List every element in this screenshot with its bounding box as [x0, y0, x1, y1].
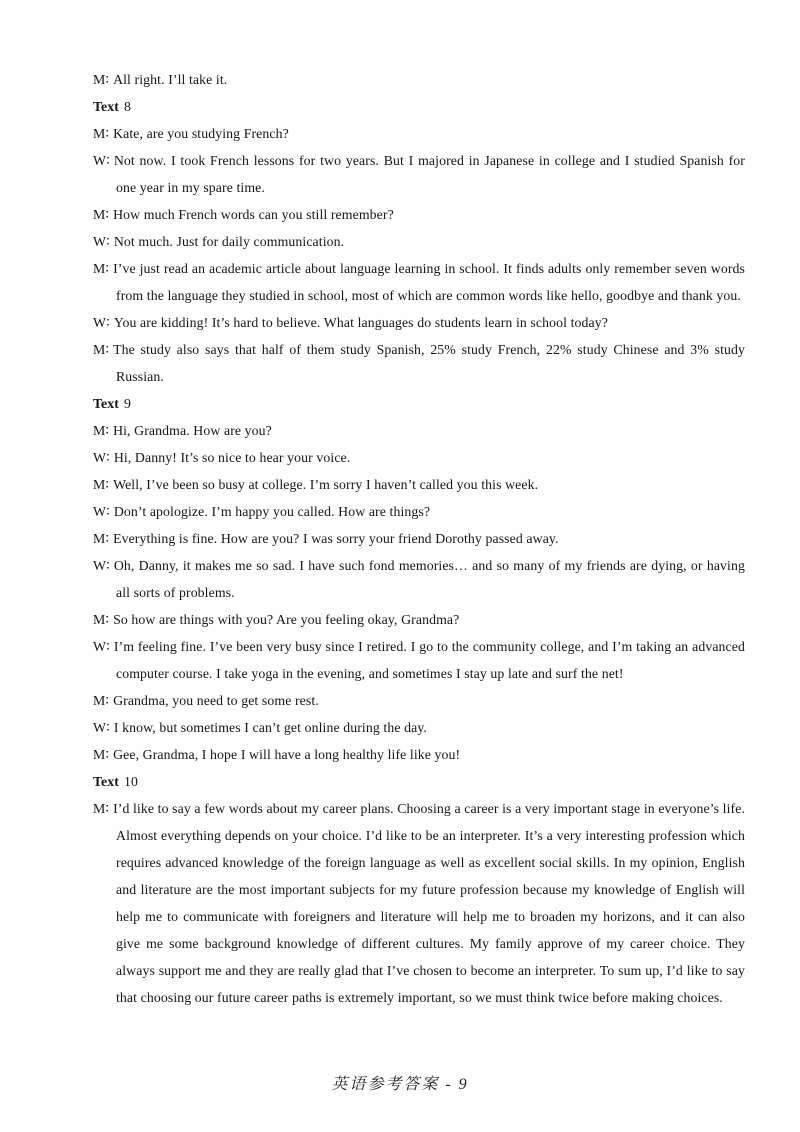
dialog-text: The study also says that half of them study Spanish, 25% study French, 22% study Chinese and 3% study Russian.	[113, 342, 745, 384]
dialog-text: I’ve just read an academic article about language learning in school. It finds adults only remember seven words from the language they studied in school, most of which are common words like hello, goodbye and thank you.	[113, 261, 745, 303]
section-heading-number: 9	[123, 396, 131, 411]
dialog-text: Gee, Grandma, I hope I will have a long healthy life like you!	[113, 747, 461, 762]
dialog-line	[93, 417, 745, 444]
dialog-line	[93, 606, 745, 633]
dialog-line	[93, 525, 745, 552]
dialog-text: Don’t apologize. I’m happy you called. How are things?	[113, 504, 431, 519]
dialog-text: Kate, are you studying French?	[113, 126, 289, 141]
speaker-label: M∶	[93, 207, 110, 222]
dialog-line	[93, 714, 745, 741]
dialog-text: Hi, Grandma. How are you?	[113, 423, 272, 438]
speaker-label: M∶	[93, 531, 110, 546]
speaker-label: M∶	[93, 612, 110, 627]
speaker-label: W∶	[93, 315, 110, 330]
dialog-line	[93, 444, 745, 471]
dialog-line	[93, 201, 745, 228]
dialog-text: Hi, Danny! It’s so nice to hear your voice.	[113, 450, 351, 465]
dialog-line	[93, 552, 745, 606]
section-heading	[93, 768, 745, 795]
dialog-text: I’d like to say a few words about my career plans. Choosing a career is a very important stage in everyone’s life. Almost everything depends on your choice. I’d like to be an interpreter. It’s a very interesting profession which requires advanced knowledge of the foreign language as well as excellent social skills. In my opinion, English and literature are the most important subjects for my future profession because my knowledge of English will help me to communicate with foreigners and literature will help me to broaden my horizons, and it can also give me some background knowledge of different cultures. My family approve of my career choice. They always support me and they are really glad that I’ve chosen to become an interpreter. To sum up, I’d like to say that choosing our future career paths is extremely important, so we must think twice before making choices.	[113, 801, 745, 1005]
section-heading-label: Text	[93, 396, 119, 411]
speaker-label: M∶	[93, 261, 110, 276]
speaker-label: W∶	[93, 234, 110, 249]
dialog-line	[93, 687, 745, 714]
dialog-text: Not now. I took French lessons for two years. But I majored in Japanese in college and I studied Spanish for one year in my spare time.	[113, 153, 745, 195]
dialog-text: How much French words can you still remember?	[113, 207, 394, 222]
dialog-text: So how are things with you? Are you feeling okay, Grandma?	[113, 612, 460, 627]
listening-transcript	[93, 66, 745, 1011]
speaker-label: W∶	[93, 720, 110, 735]
dialog-line	[93, 471, 745, 498]
speaker-label: M∶	[93, 342, 110, 357]
dialog-text: Grandma, you need to get some rest.	[113, 693, 319, 708]
dialog-line	[93, 741, 745, 768]
speaker-label: W∶	[93, 639, 110, 654]
section-heading	[93, 93, 745, 120]
speaker-label: M∶	[93, 747, 110, 762]
dialog-line	[93, 309, 745, 336]
dialog-text: I know, but sometimes I can’t get online during the day.	[113, 720, 427, 735]
section-heading-label: Text	[93, 774, 119, 789]
speaker-label: W∶	[93, 504, 110, 519]
section-heading-number: 8	[123, 99, 131, 114]
speaker-label: W∶	[93, 450, 110, 465]
dialog-line	[93, 633, 745, 687]
footer-text: 英语参考答案 - 9	[331, 1076, 469, 1093]
dialog-line	[93, 66, 745, 93]
dialog-text: I’m feeling fine. I’ve been very busy since I retired. I go to the community college, and I’m taking an advanced computer course. I take yoga in the evening, and sometimes I stay up late and surf the net!	[113, 639, 745, 681]
dialog-line	[93, 120, 745, 147]
section-heading	[93, 390, 745, 417]
dialog-line	[93, 255, 745, 309]
speaker-label: M∶	[93, 126, 110, 141]
speaker-label: M∶	[93, 477, 110, 492]
speaker-label: M∶	[93, 72, 110, 87]
dialog-line	[93, 336, 745, 390]
speaker-label: W∶	[93, 153, 110, 168]
dialog-line	[93, 147, 745, 201]
speaker-label: M∶	[93, 423, 110, 438]
dialog-text: You are kidding! It’s hard to believe. What languages do students learn in school today?	[113, 315, 608, 330]
dialog-text: Not much. Just for daily communication.	[113, 234, 345, 249]
dialog-text: All right. I’ll take it.	[113, 72, 228, 87]
page-footer	[0, 1071, 800, 1094]
speaker-label: W∶	[93, 558, 110, 573]
section-heading-number: 10	[123, 774, 138, 789]
section-heading-label: Text	[93, 99, 119, 114]
dialog-text: Everything is fine. How are you? I was sorry your friend Dorothy passed away.	[113, 531, 559, 546]
speaker-label: M∶	[93, 801, 110, 816]
dialog-line	[93, 228, 745, 255]
dialog-text: Oh, Danny, it makes me so sad. I have such fond memories… and so many of my friends are dying, or having all sorts of problems.	[113, 558, 745, 600]
dialog-text: Well, I’ve been so busy at college. I’m sorry I haven’t called you this week.	[113, 477, 539, 492]
speaker-label: M∶	[93, 693, 110, 708]
dialog-line	[93, 795, 745, 1011]
dialog-line	[93, 498, 745, 525]
